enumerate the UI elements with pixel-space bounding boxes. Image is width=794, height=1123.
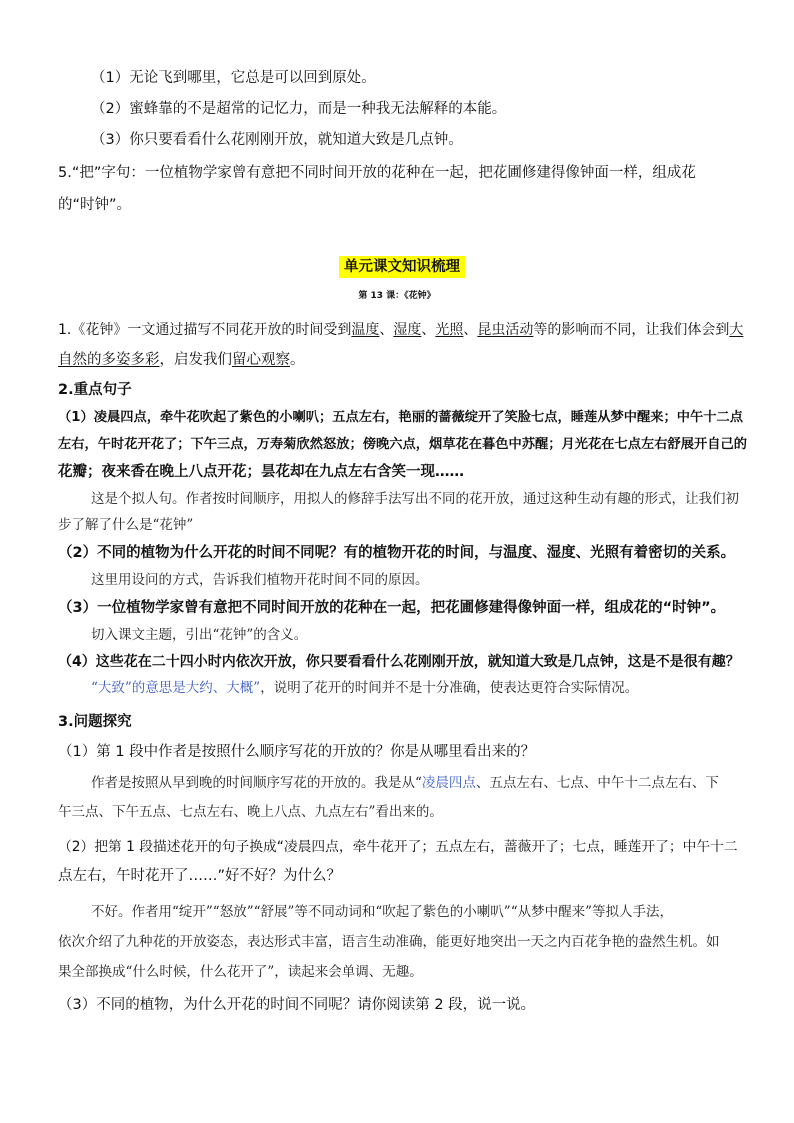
note-1-line-2: 步了解了什么是“花钟” — [58, 517, 194, 533]
summary-text: 1.《花钟》一文通过描写不同花开放的时间受到 — [58, 322, 352, 338]
note-1-line-1: 这是个拟人句。作者按时间顺序，用拟人的修辞手法写出不同的花开放，通过这种生动有趣的形式，让我们初 — [91, 491, 739, 507]
question-2-line-1: （2）把第 1 段描述花开的句子换成“凌晨四点，牵牛花开了；五点左右，蔷薇开了；七点，睡莲开了；中午十二 — [58, 839, 738, 855]
heading-question-inquiry: 3.问题探究 — [58, 714, 132, 730]
sentence-1-line-3: 花瓣；夜来香在晚上八点开花；昙花却在九点左右含笑一现…… — [58, 464, 464, 480]
answer-1-text: 作者是按照从早到晚的时间顺序写花的开放的。我是从“ — [91, 775, 422, 791]
note-4-text: ，说明了花开的时间并不是十分准确，使表达更符合实际情况。 — [260, 680, 639, 696]
top-line-1: （1）无论飞到哪里，它总是可以回到原处。 — [91, 70, 376, 86]
top-line-4: 5.“把”字句：一位植物学家曾有意把不同时间开放的花种在一起，把花圃修建得像钟面一样，组成花 — [58, 165, 696, 181]
question-2-line-2: 点左右，午时花开了……”好不好？为什么？ — [58, 868, 342, 884]
summary-text: 。 — [290, 352, 305, 368]
top-line-2: （2）蜜蜂靠的不是超常的记忆力，而是一种我无法解释的本能。 — [91, 101, 507, 117]
summary-keyword: 大 — [729, 322, 744, 338]
note-4-highlight: “大致”的意思是大约、大概” — [91, 680, 261, 696]
summary-text: 、 — [379, 322, 394, 338]
summary-keyword: 自然的多姿多彩 — [58, 352, 160, 368]
summary-keyword: 湿度 — [393, 322, 422, 338]
summary-keyword: 温度 — [351, 322, 380, 338]
summary-line-1 — [58, 320, 743, 340]
sentence-1-line-2: 左右，午时花开花了；下午三点，万寿菊欣然怒放；傍晚六点，烟草花在暮色中苏醒；月光花在七点左右舒展开自己的 — [58, 437, 748, 452]
summary-keyword: 留心观察 — [232, 352, 290, 368]
heading-key-sentences: 2.重点句子 — [58, 382, 132, 398]
sentence-3: （3）一位植物学家曾有意把不同时间开放的花种在一起，把花圃修建得像钟面一样，组成花的“时钟”。 — [58, 600, 726, 616]
answer-1-highlight: 凌晨四点 — [421, 775, 476, 791]
answer-2-line-1: 不好。作者用“绽开”“怒放”“舒展”等不同动词和“吹起了紫色的小喇叭”“从梦中醒来”等拟人手法， — [91, 904, 674, 920]
note-2: 这里用设问的方式，告诉我们植物开花时间不同的原因。 — [91, 572, 429, 588]
answer-1-text: 、五点左右、七点、中午十二点左右、下 — [475, 775, 719, 791]
answer-2-line-2: 依次介绍了九种花的开放姿态，表达形式丰富，语言生动准确，能更好地突出一天之内百花争艳的盎然生机。如 — [58, 934, 720, 950]
summary-keyword: 昆虫活动 — [477, 322, 534, 338]
question-1: （1）第 1 段中作者是按照什么顺序写花的开放的？你是从哪里看出来的？ — [58, 744, 536, 760]
answer-1-line-2: 午三点、下午五点、七点左右、晚上八点、九点左右”看出来的。 — [58, 804, 443, 820]
summary-text: 、 — [421, 322, 436, 338]
top-line-3: （3）你只要看看什么花刚刚开放，就知道大致是几点钟。 — [91, 132, 463, 148]
sentence-1-line-1: （1）凌晨四点，牵牛花吹起了紫色的小喇叭；五点左右，艳丽的蔷薇绽开了笑脸七点，睡莲从梦中醒来；中午十二点 — [58, 410, 743, 425]
note-3: 切入课文主题，引出“花钟”的含义。 — [91, 627, 308, 643]
section-title: 单元课文知识梳理 — [339, 256, 465, 278]
summary-text: 、 — [463, 322, 478, 338]
summary-keyword: 光照 — [435, 322, 464, 338]
note-4 — [91, 678, 638, 698]
summary-text: 等的影响而不同，让我们体会到 — [533, 322, 730, 338]
lesson-title: 第 13 课：《花钟》 — [358, 291, 436, 301]
sentence-4: （4）这些花在二十四小时内依次开放，你只要看看什么花刚刚开放，就知道大致是几点钟，这是不是很有趣？ — [58, 654, 740, 670]
answer-2-line-3: 果全部换成“什么时候，什么花开了”，读起来会单调、无趣。 — [58, 964, 423, 980]
answer-1-line-1 — [91, 773, 719, 793]
question-3: （3）不同的植物，为什么开花的时间不同呢？请你阅读第 2 段，说一说。 — [58, 997, 536, 1013]
summary-line-2 — [58, 350, 305, 370]
summary-text: ，启发我们 — [159, 352, 232, 368]
top-line-5: 的“时钟”。 — [58, 197, 132, 213]
sentence-2: （2）不同的植物为什么开花的时间不同呢？有的植物开花的时间，与温度、湿度、光照有着密切的关系。 — [58, 545, 736, 561]
